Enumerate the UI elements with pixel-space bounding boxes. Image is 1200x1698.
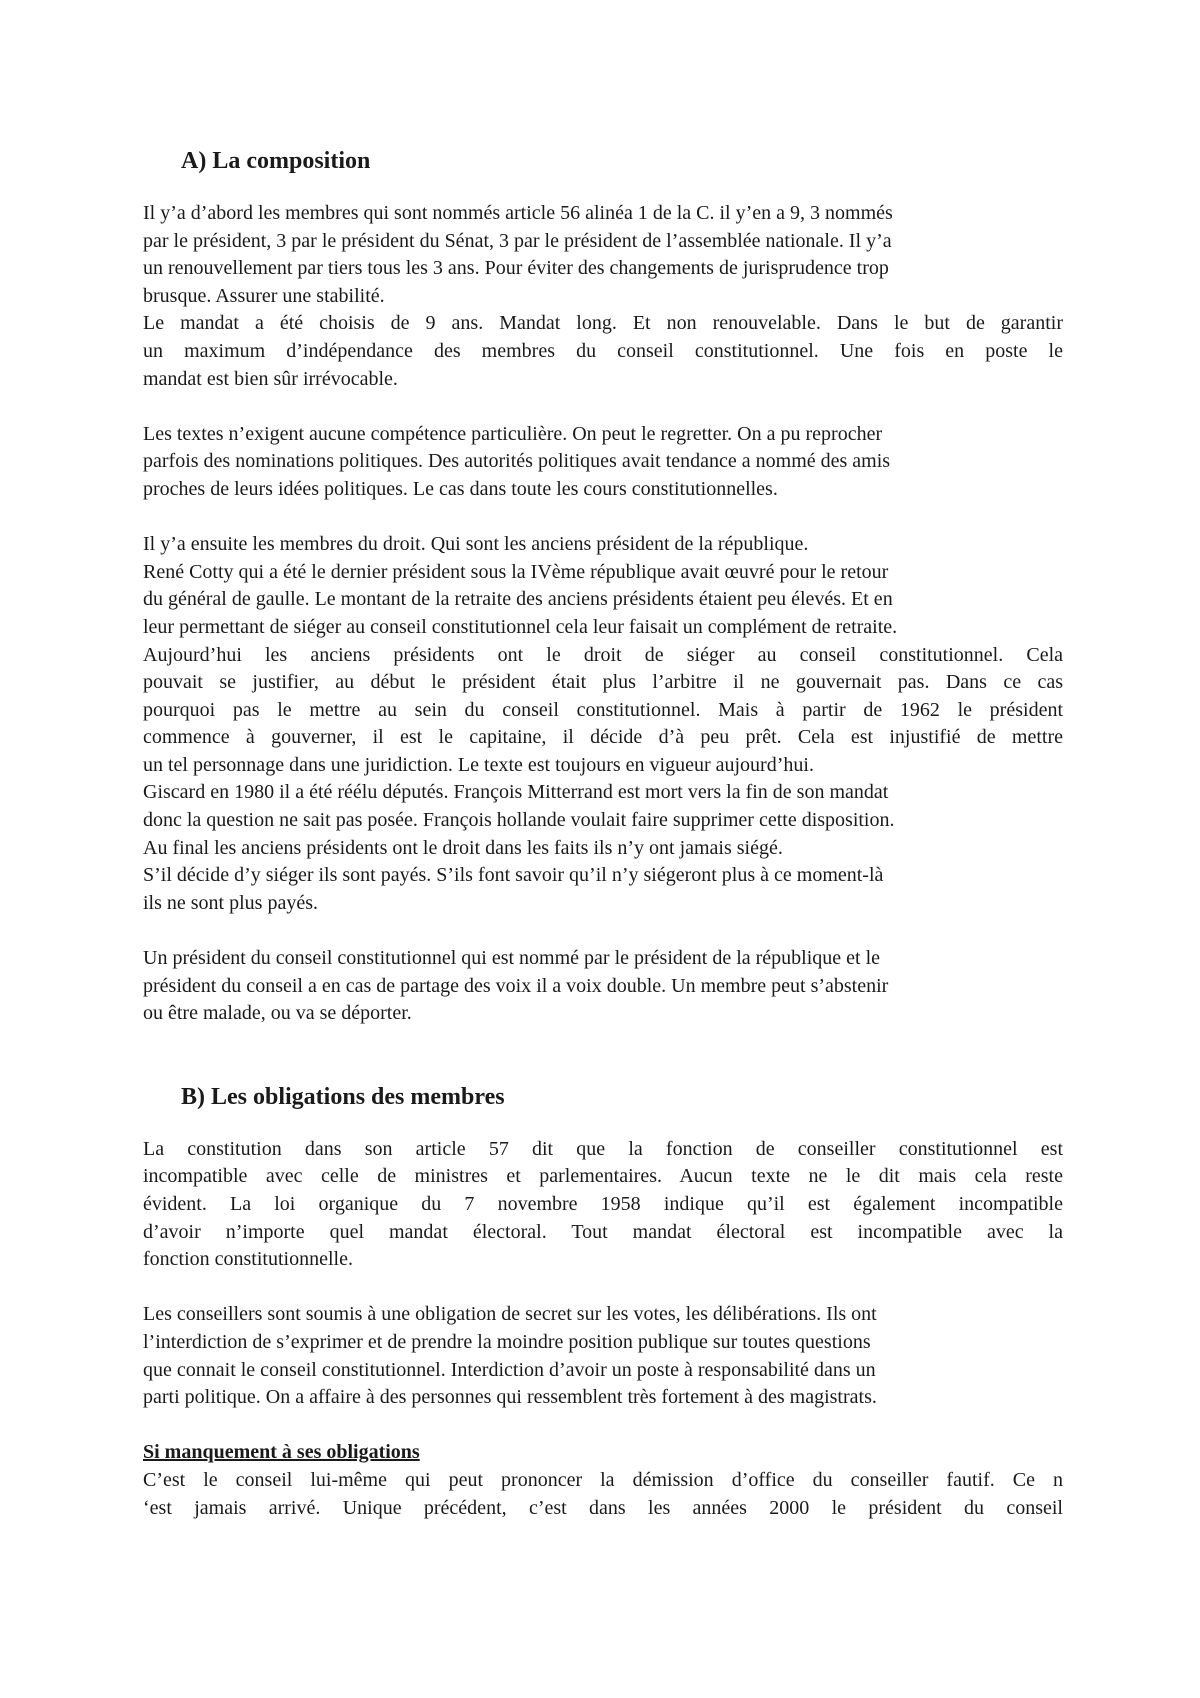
paragraph-b3	[143, 1439, 1063, 1522]
text-line: pourquoi pas le mettre au sein du conseil constitutionnel. Mais à partir de 1962 le président	[143, 698, 1063, 721]
text-line: d’avoir n’importe quel mandat électoral. Tout mandat électoral est incompatible avec la	[143, 1220, 1063, 1243]
text-line: donc la question ne sait pas posée. François hollande voulait faire supprimer cette disposition.	[143, 809, 895, 832]
text-line: Les conseillers sont soumis à une obligation de secret sur les votes, les délibérations. Ils ont	[143, 1303, 877, 1326]
heading-section-a: A) La composition	[181, 148, 371, 174]
text-line: Un président du conseil constitutionnel qui est nommé par le président de la république et le	[143, 947, 881, 970]
paragraph-b2	[143, 1301, 1063, 1411]
text-line: un maximum d’indépendance des membres du conseil constitutionnel. Une fois en poste le	[143, 339, 1063, 362]
text-line: brusque. Assurer une stabilité.	[143, 284, 385, 307]
text-line: La constitution dans son article 57 dit que la fonction de conseiller constitutionnel est	[143, 1137, 1063, 1160]
text-line: un renouvellement par tiers tous les 3 ans. Pour éviter des changements de jurisprudence trop	[143, 257, 889, 280]
text-line: ils ne sont plus payés.	[143, 891, 318, 914]
text-line: Aujourd’hui les anciens présidents ont le droit de siéger au conseil constitutionnel. Cela	[143, 643, 1063, 666]
text-line: Il y’a d’abord les membres qui sont nommés article 56 alinéa 1 de la C. il y’en a 9, 3 nommés	[143, 202, 893, 224]
text-line: S’il décide d’y siéger ils sont payés. S’ils font savoir qu’il n’y siégeront plus à ce moment-là	[143, 864, 884, 887]
text-line: évident. La loi organique du 7 novembre 1958 indique qu’il est également incompatible	[143, 1193, 1063, 1215]
text-line: que connait le conseil constitutionnel. Interdiction d’avoir un poste à responsabilité dans un	[143, 1358, 876, 1381]
text-line: mandat est bien sûr irrévocable.	[143, 367, 398, 390]
text-line: Au final les anciens présidents ont le droit dans les faits ils n’y ont jamais siégé.	[143, 836, 783, 859]
text-line: par le président, 3 par le président du Sénat, 3 par le président de l’assemblée nationale. Il y’a	[143, 229, 892, 252]
text-line: un tel personnage dans une juridiction. Le texte est toujours en vigueur aujourd’hui.	[143, 753, 814, 776]
text-line: Le mandat a été choisis de 9 ans. Mandat long. Et non renouvelable. Dans le but de garantir	[143, 312, 1063, 335]
text-line: René Cotty qui a été le dernier président sous la IVème république avait œuvré pour le retour	[143, 560, 889, 583]
text-line: ‘est jamais arrivé. Unique précédent, c’est dans les années 2000 le président du conseil	[143, 1496, 1063, 1519]
text-line: ou être malade, ou va se déporter.	[143, 1002, 412, 1025]
text-line: Les textes n’exigent aucune compétence particulière. On peut le regretter. On a pu reprocher	[143, 422, 883, 445]
paragraph-b1	[143, 1136, 1063, 1274]
paragraph-a4	[143, 945, 1063, 1028]
text-line: Giscard en 1980 il a été réélu députés. François Mitterrand est mort vers la fin de son mandat	[143, 781, 889, 804]
text-line: commence à gouverner, il est le capitaine, il décide d’à peu prêt. Cela est injustifié de mettre	[143, 726, 1063, 749]
document-page	[143, 146, 1063, 1522]
text-line: du général de gaulle. Le montant de la retraite des anciens présidents étaient peu élevés. Et en	[143, 588, 893, 611]
text-line: parfois des nominations politiques. Des autorités politiques avait tendance a nommé des amis	[143, 450, 891, 473]
text-line: C’est le conseil lui-même qui peut prononcer la démission d’office du conseiller fautif. Ce n	[143, 1468, 1063, 1491]
text-line: président du conseil a en cas de partage des voix il a voix double. Un membre peut s’abstenir	[143, 974, 889, 997]
text-line: proches de leurs idées politiques. Le cas dans toute les cours constitutionnelles.	[143, 477, 778, 500]
text-line: Il y’a ensuite les membres du droit. Qui sont les anciens président de la république.	[143, 533, 809, 556]
text-line: leur permettant de siéger au conseil constitutionnel cela leur faisait un complément de retraite.	[143, 615, 898, 638]
text-line: parti politique. On a affaire à des personnes qui ressemblent très fortement à des magistrats.	[143, 1386, 877, 1409]
heading-section-b: B) Les obligations des membres	[181, 1083, 505, 1110]
text-line: fonction constitutionnelle.	[143, 1248, 353, 1271]
text-line: pouvait se justifier, au début le président était plus l’arbitre il ne gouvernait pas. Dans ce cas	[143, 671, 1063, 694]
subheading-obligations: Si manquement à ses obligations	[143, 1441, 420, 1464]
text-line: l’interdiction de s’exprimer et de prendre la moindre position publique sur toutes questions	[143, 1330, 871, 1353]
paragraph-a3	[143, 531, 1063, 917]
paragraph-a1	[143, 200, 1063, 393]
paragraph-a2	[143, 421, 1063, 504]
text-line: incompatible avec celle de ministres et parlementaires. Aucun texte ne le dit mais cela reste	[143, 1165, 1063, 1188]
